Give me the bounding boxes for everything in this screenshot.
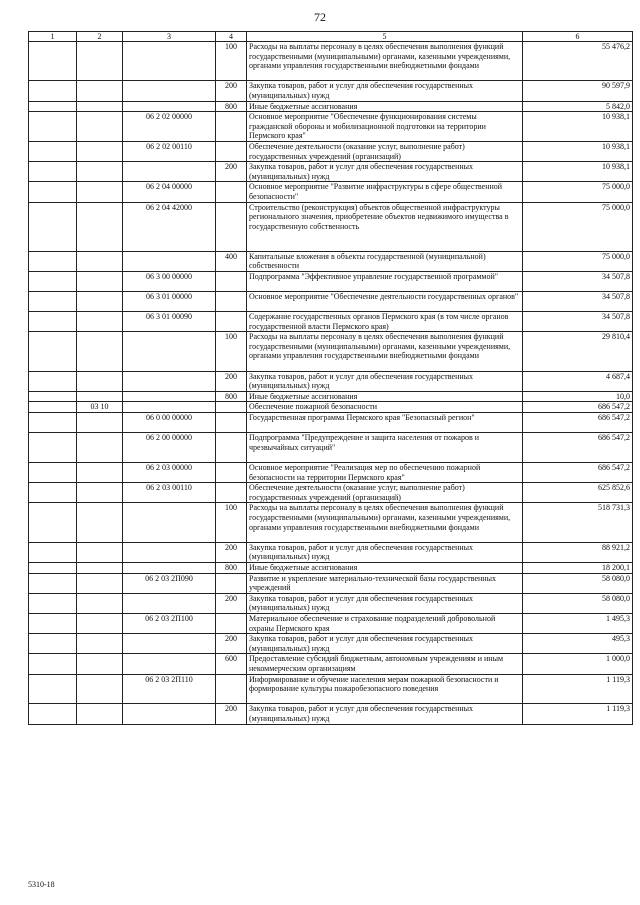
- table-row: [29, 182, 633, 202]
- cell-expense-type: [216, 573, 247, 593]
- cell-section-code: [77, 542, 123, 562]
- cell-col-1: [29, 251, 77, 271]
- cell-name: Обеспечение деятельности (оказание услуг, выполнение работ) государственных учреждений (организаций): [247, 141, 523, 161]
- cell-section-code: [77, 463, 123, 483]
- cell-expense-type: [216, 112, 247, 142]
- cell-amount: 34 507,8: [523, 312, 633, 332]
- cell-target-article: [123, 371, 216, 391]
- cell-name: Строительство (реконструкция) объектов общественной инфраструктуры регионального значения, приобретение объектов недвижимого имущества в государственную собственность: [247, 202, 523, 251]
- cell-col-1: [29, 483, 77, 503]
- cell-target-article: [123, 391, 216, 402]
- cell-amount: 5 842,0: [523, 101, 633, 112]
- cell-expense-type: [216, 182, 247, 202]
- cell-target-article: [123, 503, 216, 542]
- cell-expense-type: [216, 463, 247, 483]
- cell-name: Иные бюджетные ассигнования: [247, 101, 523, 112]
- header-col-4: 4: [216, 32, 247, 42]
- cell-expense-type: [216, 312, 247, 332]
- cell-name: Закупка товаров, работ и услуг для обеспечения государственных (муниципальных) нужд: [247, 634, 523, 654]
- cell-section-code: [77, 704, 123, 724]
- cell-expense-type: 100: [216, 503, 247, 542]
- cell-col-1: [29, 162, 77, 182]
- cell-target-article: [123, 402, 216, 413]
- cell-expense-type: 200: [216, 704, 247, 724]
- header-col-5: 5: [247, 32, 523, 42]
- table-row: [29, 542, 633, 562]
- table-row: [29, 202, 633, 251]
- cell-col-1: [29, 391, 77, 402]
- cell-name: Закупка товаров, работ и услуг для обеспечения государственных (муниципальных) нужд: [247, 593, 523, 613]
- header-col-1: 1: [29, 32, 77, 42]
- table-header-row: [29, 32, 633, 42]
- cell-section-code: [77, 81, 123, 101]
- cell-amount: 1 495,3: [523, 613, 633, 633]
- cell-name: Предоставление субсидий бюджетным, автономным учреждениям и иным некоммерческим организациям: [247, 654, 523, 674]
- cell-name: Расходы на выплаты персоналу в целях обеспечения выполнения функций государственными (муниципальными) органами, казенными учреждениями, органами управления государственными внебюджетными фондами: [247, 332, 523, 371]
- cell-target-article: [123, 542, 216, 562]
- cell-col-1: [29, 371, 77, 391]
- cell-name: Закупка товаров, работ и услуг для обеспечения государственных (муниципальных) нужд: [247, 704, 523, 724]
- cell-target-article: [123, 162, 216, 182]
- table-row: [29, 463, 633, 483]
- cell-expense-type: 800: [216, 391, 247, 402]
- cell-section-code: [77, 573, 123, 593]
- cell-section-code: [77, 42, 123, 81]
- cell-name: Государственная программа Пермского края "Безопасный регион": [247, 413, 523, 433]
- table-row: [29, 593, 633, 613]
- header-col-3: 3: [123, 32, 216, 42]
- cell-section-code: [77, 413, 123, 433]
- cell-col-1: [29, 542, 77, 562]
- table-row: [29, 141, 633, 161]
- cell-expense-type: 200: [216, 634, 247, 654]
- cell-section-code: [77, 162, 123, 182]
- cell-amount: 58 080,0: [523, 593, 633, 613]
- table-row: [29, 613, 633, 633]
- cell-expense-type: 100: [216, 42, 247, 81]
- cell-name: Расходы на выплаты персоналу в целях обеспечения выполнения функций государственными (муниципальными) органами, казенными учреждениями, органами управления государственными внебюджетными фондами: [247, 503, 523, 542]
- cell-name: Иные бюджетные ассигнования: [247, 562, 523, 573]
- cell-name: Основное мероприятие "Развитие инфраструктуры в сфере общественной безопасности": [247, 182, 523, 202]
- cell-target-article: [123, 251, 216, 271]
- cell-col-1: [29, 503, 77, 542]
- cell-amount: 34 507,8: [523, 271, 633, 291]
- cell-amount: 75 000,0: [523, 182, 633, 202]
- cell-name: Закупка товаров, работ и услуг для обеспечения государственных (муниципальных) нужд: [247, 81, 523, 101]
- cell-name: Основное мероприятие "Реализация мер по обеспечению пожарной безопасности на территории Пермского края": [247, 463, 523, 483]
- header-col-6: 6: [523, 32, 633, 42]
- cell-target-article: [123, 654, 216, 674]
- cell-amount: 90 597,9: [523, 81, 633, 101]
- cell-expense-type: [216, 402, 247, 413]
- table-row: [29, 503, 633, 542]
- cell-target-article: [123, 332, 216, 371]
- cell-amount: 495,3: [523, 634, 633, 654]
- cell-name: Закупка товаров, работ и услуг для обеспечения государственных (муниципальных) нужд: [247, 162, 523, 182]
- cell-name: Подпрограмма "Эффективное управление государственной программой": [247, 271, 523, 291]
- cell-expense-type: 400: [216, 251, 247, 271]
- cell-name: Содержание государственных органов Пермского края (в том числе органов государственной власти Пермского края): [247, 312, 523, 332]
- cell-target-article: 06 2 02 00000: [123, 112, 216, 142]
- table-row: [29, 291, 633, 311]
- cell-amount: 88 921,2: [523, 542, 633, 562]
- cell-section-code: [77, 593, 123, 613]
- cell-amount: 686 547,2: [523, 433, 633, 463]
- table-row: [29, 162, 633, 182]
- table-row: [29, 433, 633, 463]
- cell-expense-type: 200: [216, 371, 247, 391]
- page-number: 72: [314, 10, 326, 24]
- cell-section-code: [77, 371, 123, 391]
- cell-amount: 75 000,0: [523, 202, 633, 251]
- cell-target-article: 06 2 04 42000: [123, 202, 216, 251]
- cell-name: Информирование и обучение населения мерам пожарной безопасности и формирование культуры пожаробезопасного поведения: [247, 674, 523, 704]
- cell-name: Подпрограмма "Предупреждение и защита населения от пожаров и чрезвычайных ситуаций": [247, 433, 523, 463]
- cell-col-1: [29, 634, 77, 654]
- cell-amount: 10,0: [523, 391, 633, 402]
- cell-amount: 686 547,2: [523, 402, 633, 413]
- table-row: [29, 391, 633, 402]
- cell-col-1: [29, 562, 77, 573]
- cell-col-1: [29, 112, 77, 142]
- cell-amount: 686 547,2: [523, 463, 633, 483]
- cell-target-article: 06 2 02 00110: [123, 141, 216, 161]
- cell-section-code: [77, 101, 123, 112]
- cell-amount: 686 547,2: [523, 413, 633, 433]
- cell-expense-type: 200: [216, 162, 247, 182]
- cell-col-1: [29, 42, 77, 81]
- cell-col-1: [29, 674, 77, 704]
- cell-expense-type: [216, 141, 247, 161]
- cell-section-code: [77, 182, 123, 202]
- cell-amount: 10 938,1: [523, 162, 633, 182]
- cell-section-code: [77, 433, 123, 463]
- cell-col-1: [29, 312, 77, 332]
- cell-expense-type: [216, 271, 247, 291]
- cell-section-code: [77, 634, 123, 654]
- cell-target-article: 06 2 03 00000: [123, 463, 216, 483]
- cell-amount: 1 000,0: [523, 654, 633, 674]
- cell-section-code: [77, 271, 123, 291]
- cell-section-code: [77, 503, 123, 542]
- cell-amount: 75 000,0: [523, 251, 633, 271]
- table-row: [29, 251, 633, 271]
- cell-name: Закупка товаров, работ и услуг для обеспечения государственных (муниципальных) нужд: [247, 371, 523, 391]
- cell-amount: 10 938,1: [523, 112, 633, 142]
- cell-name: Капитальные вложения в объекты государственной (муниципальной) собственности: [247, 251, 523, 271]
- cell-col-1: [29, 271, 77, 291]
- cell-name: Основное мероприятие "Обеспечение деятельности государственных органов": [247, 291, 523, 311]
- cell-col-1: [29, 593, 77, 613]
- cell-target-article: [123, 634, 216, 654]
- table-row: [29, 42, 633, 81]
- cell-expense-type: 800: [216, 101, 247, 112]
- cell-expense-type: [216, 613, 247, 633]
- cell-section-code: [77, 332, 123, 371]
- cell-col-1: [29, 433, 77, 463]
- cell-expense-type: 200: [216, 542, 247, 562]
- cell-col-1: [29, 704, 77, 724]
- cell-col-1: [29, 573, 77, 593]
- cell-col-1: [29, 463, 77, 483]
- table-row: [29, 654, 633, 674]
- cell-amount: 58 080,0: [523, 573, 633, 593]
- cell-col-1: [29, 81, 77, 101]
- cell-target-article: [123, 101, 216, 112]
- cell-amount: 29 810,4: [523, 332, 633, 371]
- table-row: [29, 332, 633, 371]
- table-row: [29, 402, 633, 413]
- cell-col-1: [29, 101, 77, 112]
- cell-expense-type: 200: [216, 593, 247, 613]
- cell-amount: 1 119,3: [523, 674, 633, 704]
- table-row: [29, 312, 633, 332]
- cell-target-article: 06 2 04 00000: [123, 182, 216, 202]
- cell-expense-type: [216, 674, 247, 704]
- header-col-2: 2: [77, 32, 123, 42]
- table-row: [29, 101, 633, 112]
- cell-target-article: 06 2 00 00000: [123, 433, 216, 463]
- cell-expense-type: 100: [216, 332, 247, 371]
- cell-target-article: [123, 593, 216, 613]
- cell-section-code: [77, 483, 123, 503]
- cell-target-article: 06 0 00 00000: [123, 413, 216, 433]
- table-row: [29, 112, 633, 142]
- cell-name: Обеспечение деятельности (оказание услуг, выполнение работ) государственных учреждений (организаций): [247, 483, 523, 503]
- cell-expense-type: [216, 291, 247, 311]
- cell-amount: 34 507,8: [523, 291, 633, 311]
- cell-target-article: [123, 81, 216, 101]
- cell-name: Иные бюджетные ассигнования: [247, 391, 523, 402]
- cell-name: Обеспечение пожарной безопасности: [247, 402, 523, 413]
- cell-expense-type: [216, 202, 247, 251]
- cell-amount: 18 200,1: [523, 562, 633, 573]
- cell-amount: 55 476,2: [523, 42, 633, 81]
- cell-section-code: [77, 291, 123, 311]
- cell-section-code: [77, 112, 123, 142]
- cell-name: Материальное обеспечение и страхование подразделений добровольной охраны Пермского края: [247, 613, 523, 633]
- cell-target-article: 06 3 00 00000: [123, 271, 216, 291]
- cell-expense-type: 600: [216, 654, 247, 674]
- cell-amount: 4 687,4: [523, 371, 633, 391]
- cell-col-1: [29, 141, 77, 161]
- table-row: [29, 674, 633, 704]
- cell-section-code: [77, 312, 123, 332]
- table-body: [29, 42, 633, 725]
- cell-section-code: [77, 613, 123, 633]
- cell-amount: 1 119,3: [523, 704, 633, 724]
- cell-section-code: [77, 562, 123, 573]
- cell-target-article: [123, 704, 216, 724]
- table-row: [29, 271, 633, 291]
- cell-amount: 625 852,6: [523, 483, 633, 503]
- cell-col-1: [29, 202, 77, 251]
- cell-col-1: [29, 182, 77, 202]
- cell-target-article: 06 2 03 2П090: [123, 573, 216, 593]
- cell-col-1: [29, 413, 77, 433]
- cell-section-code: [77, 674, 123, 704]
- cell-target-article: 06 3 01 00000: [123, 291, 216, 311]
- table-row: [29, 573, 633, 593]
- cell-expense-type: [216, 483, 247, 503]
- cell-name: Расходы на выплаты персоналу в целях обеспечения выполнения функций государственными (муниципальными) органами, казенными учреждениями, органами управления государственными внебюджетными фондами: [247, 42, 523, 81]
- cell-col-1: [29, 654, 77, 674]
- cell-expense-type: 200: [216, 81, 247, 101]
- cell-expense-type: 800: [216, 562, 247, 573]
- footer-code: 5310-18: [28, 880, 55, 889]
- cell-target-article: [123, 562, 216, 573]
- cell-target-article: [123, 42, 216, 81]
- cell-target-article: 06 2 03 2П100: [123, 613, 216, 633]
- cell-name: Закупка товаров, работ и услуг для обеспечения государственных (муниципальных) нужд: [247, 542, 523, 562]
- table-row: [29, 562, 633, 573]
- table-row: [29, 704, 633, 724]
- cell-target-article: 06 3 01 00090: [123, 312, 216, 332]
- table-row: [29, 371, 633, 391]
- cell-col-1: [29, 291, 77, 311]
- cell-section-code: [77, 391, 123, 402]
- table-row: [29, 413, 633, 433]
- cell-target-article: 06 2 03 00110: [123, 483, 216, 503]
- cell-expense-type: [216, 433, 247, 463]
- cell-expense-type: [216, 413, 247, 433]
- cell-col-1: [29, 332, 77, 371]
- cell-section-code: 03 10: [77, 402, 123, 413]
- cell-col-1: [29, 402, 77, 413]
- cell-section-code: [77, 251, 123, 271]
- cell-amount: 10 938,1: [523, 141, 633, 161]
- table-row: [29, 634, 633, 654]
- cell-section-code: [77, 202, 123, 251]
- table-row: [29, 81, 633, 101]
- cell-section-code: [77, 654, 123, 674]
- cell-section-code: [77, 141, 123, 161]
- cell-target-article: 06 2 03 2П110: [123, 674, 216, 704]
- cell-col-1: [29, 613, 77, 633]
- budget-table: [28, 31, 633, 725]
- table-row: [29, 483, 633, 503]
- cell-name: Развитие и укрепление материально-технической базы государственных учреждений: [247, 573, 523, 593]
- cell-amount: 518 731,3: [523, 503, 633, 542]
- cell-name: Основное мероприятие "Обеспечение функционирования системы гражданской обороны и мобилизационной подготовки на территории Пермского края": [247, 112, 523, 142]
